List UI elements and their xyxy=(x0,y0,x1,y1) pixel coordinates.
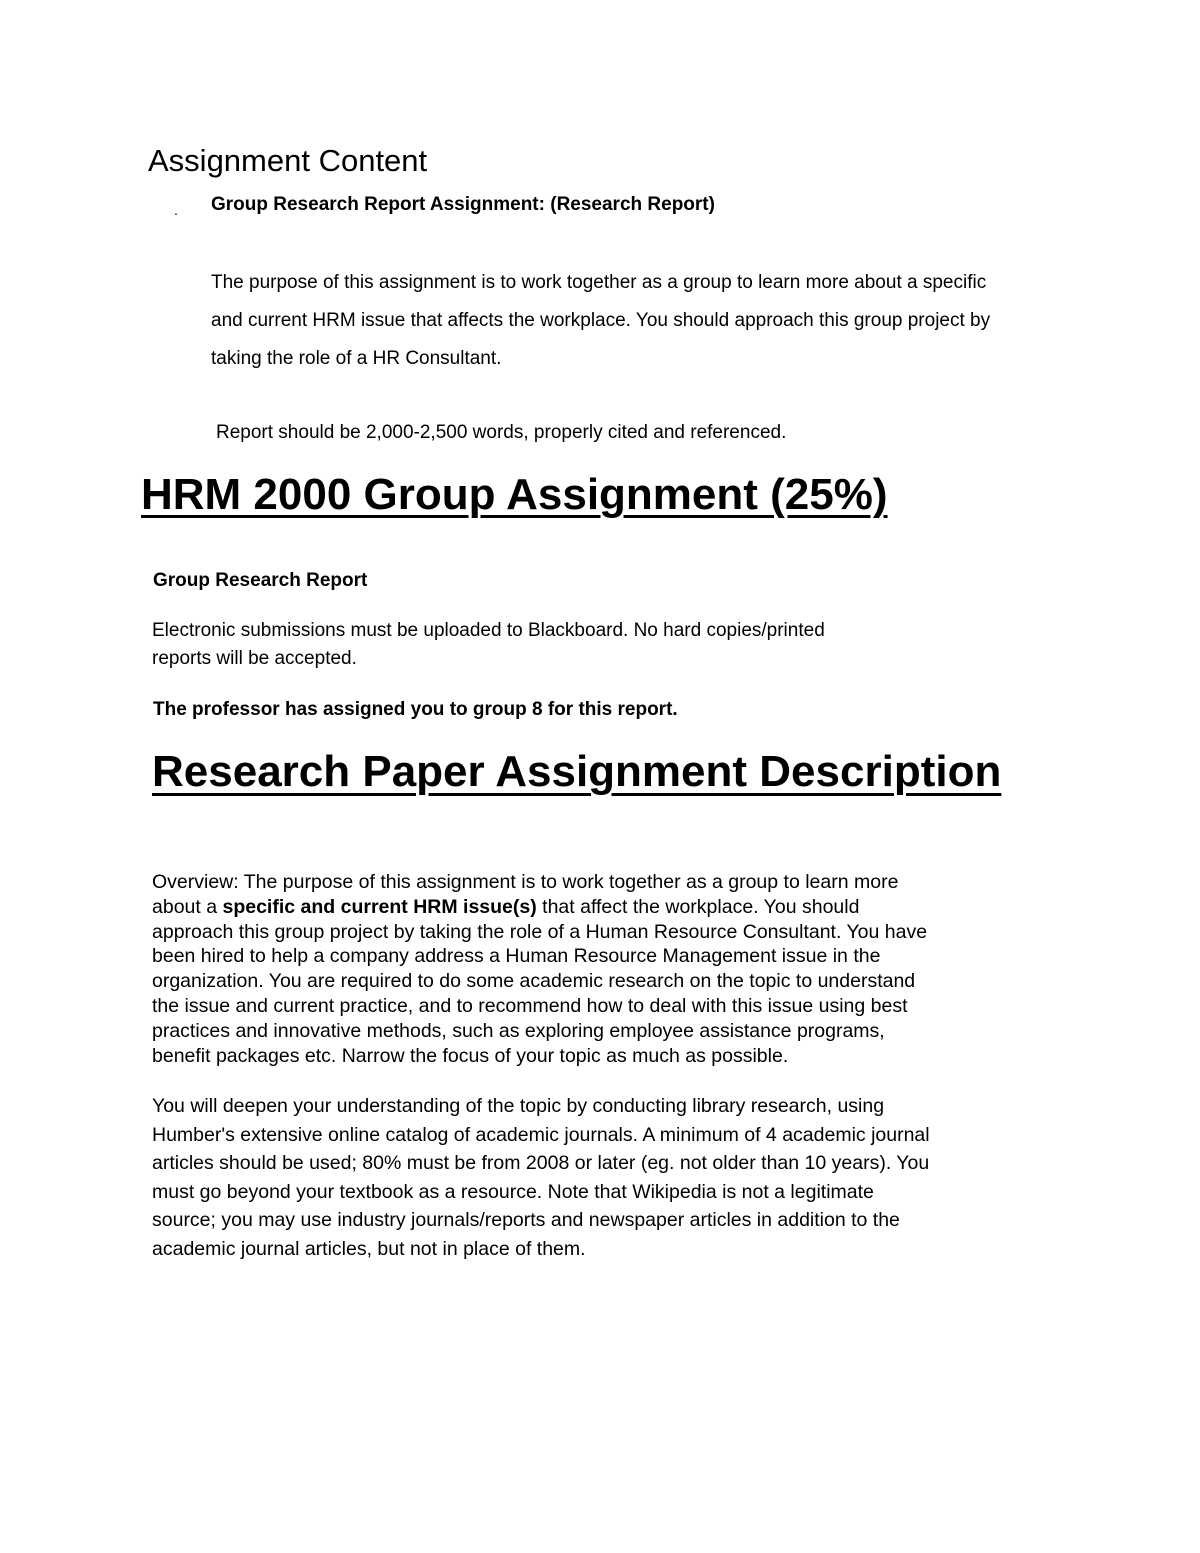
research-line: academic journal articles, but not in place of them. xyxy=(152,1237,586,1260)
overview-text: that affect the workplace. You should xyxy=(536,895,860,918)
research-line: You will deepen your understanding of the topic by conducting library research, using xyxy=(152,1095,885,1117)
overview-line: Overview: The purpose of this assignment is to work together as a group to learn more xyxy=(152,871,899,893)
overview-line: been hired to help a company address a Human Resource Management issue in the xyxy=(152,945,881,968)
submission-paragraph xyxy=(152,617,825,673)
research-line: source; you may use industry journals/reports and newspaper articles in addition to the xyxy=(152,1209,900,1232)
purpose-paragraph xyxy=(211,264,1091,378)
overview-line: the issue and current practice, and to recommend how to deal with this issue using best xyxy=(152,994,908,1017)
group-assignment-heading: HRM 2000 Group Assignment (25%) xyxy=(141,470,888,519)
purpose-line: taking the role of a HR Consultant. xyxy=(211,348,502,369)
submission-line: reports will be accepted. xyxy=(152,648,357,669)
overview-emphasis: specific and current HRM issue(s) xyxy=(222,895,537,918)
overview-line: practices and innovative methods, such as exploring employee assistance programs, xyxy=(152,1019,885,1042)
research-line: articles should be used; 80% must be from 2008 or later (eg. not older than 10 years). You xyxy=(152,1152,930,1175)
overview-paragraph xyxy=(152,870,927,1068)
purpose-line: The purpose of this assignment is to work together as a group to learn more about a specific xyxy=(211,272,987,293)
description-heading: Research Paper Assignment Description xyxy=(152,747,1002,796)
bullet-marker: . xyxy=(174,202,178,218)
overview-line: approach this group project by taking the role of a Human Resource Consultant. You have xyxy=(152,920,928,943)
overview-line: benefit packages etc. Narrow the focus of your topic as much as possible. xyxy=(152,1044,789,1067)
group-notice: The professor has assigned you to group 8 for this report. xyxy=(153,699,678,720)
length-requirement: Report should be 2,000-2,500 words, properly cited and referenced. xyxy=(216,422,787,443)
research-paragraph xyxy=(152,1092,930,1264)
overview-text: about a xyxy=(152,895,223,918)
overview-line xyxy=(152,895,927,920)
assignment-content-title: Assignment Content xyxy=(148,143,428,178)
report-title: Group Research Report xyxy=(153,570,368,591)
purpose-line: and current HRM issue that affects the workplace. You should approach this group project by xyxy=(211,310,991,331)
research-line: must go beyond your textbook as a resource. Note that Wikipedia is not a legitimate xyxy=(152,1180,874,1203)
overview-line: organization. You are required to do some academic research on the topic to understand xyxy=(152,970,916,993)
submission-line: Electronic submissions must be uploaded to Blackboard. No hard copies/printed xyxy=(152,620,825,641)
research-line: Humber's extensive online catalog of academic journals. A minimum of 4 academic journal xyxy=(152,1123,930,1146)
assignment-subheading: Group Research Report Assignment: (Research Report) xyxy=(211,194,715,215)
